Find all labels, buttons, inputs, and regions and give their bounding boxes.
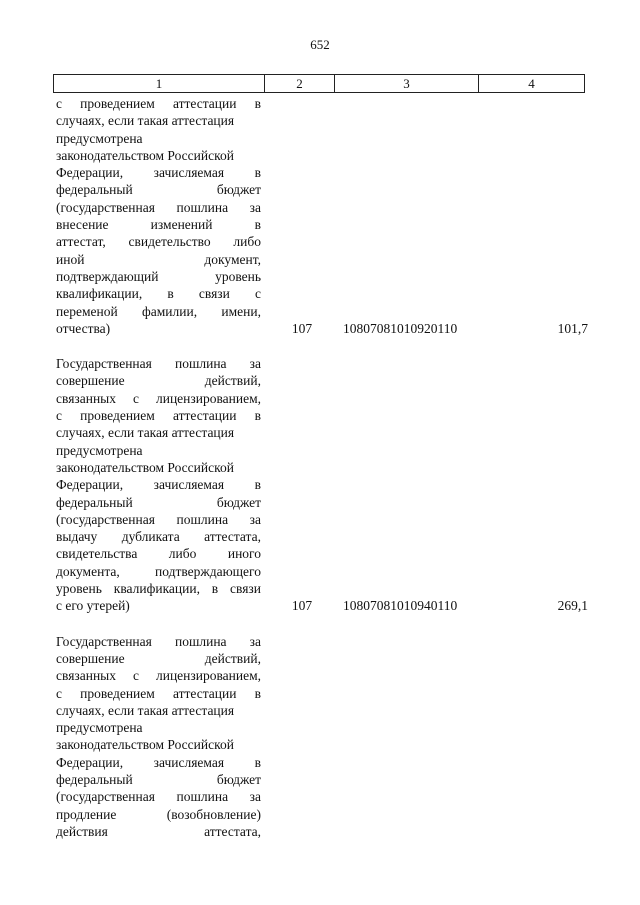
description-line: квалификации, в связи с — [56, 286, 261, 302]
description-line: Государственная пошлина за — [56, 633, 261, 649]
description-line: законодательством Российской — [56, 147, 234, 163]
table-row — [56, 95, 588, 337]
description-line: Государственная пошлина за — [56, 356, 261, 372]
description-line: отчества) — [56, 320, 111, 336]
description-line: Федерации, зачисляемая в — [56, 754, 261, 770]
description-line: связанных с лицензированием, — [56, 668, 261, 684]
description-line: предусмотрена — [56, 442, 143, 458]
description-line: документа, подтверждающего — [56, 563, 261, 579]
table-header — [53, 74, 585, 93]
row-description — [56, 633, 261, 841]
description-line: предусмотрена — [56, 720, 143, 736]
description-line: (государственная пошлина за — [56, 511, 261, 527]
description-line: совершение действий, — [56, 373, 261, 389]
description-line: продление (возобновление) — [56, 806, 261, 822]
admin-code: 107 — [291, 320, 313, 336]
description-line: совершение действий, — [56, 650, 261, 666]
description-line: действия аттестата, — [56, 823, 261, 839]
row-description — [56, 95, 261, 337]
description-line: случаях, если такая аттестация — [56, 425, 235, 441]
description-line: законодательством Российской — [56, 459, 234, 475]
description-line: Федерации, зачисляемая в — [56, 165, 261, 181]
description-line: случаях, если такая аттестация — [56, 113, 235, 129]
amount: 101,7 — [557, 320, 588, 336]
description-line: переменой фамилии, имени, — [56, 303, 261, 319]
description-line: Федерации, зачисляемая в — [56, 477, 261, 493]
description-line: предусмотрена — [56, 130, 143, 146]
description-line: случаях, если такая аттестация — [56, 702, 235, 718]
description-line: с проведением аттестации в — [56, 96, 261, 111]
amount: 269,1 — [557, 598, 588, 614]
description-line: связанных с лицензированием, — [56, 390, 261, 406]
table-row — [56, 355, 588, 614]
table-body — [56, 95, 588, 840]
description-line: уровень квалификации, в связи — [56, 581, 261, 597]
description-line: с его утерей) — [56, 598, 130, 614]
admin-code: 107 — [291, 598, 313, 614]
description-line: аттестат, свидетельство либо — [56, 234, 261, 250]
column-header-4: 4 — [528, 76, 535, 91]
page-number: 652 — [310, 37, 330, 52]
description-line: с проведением аттестации в — [56, 685, 261, 701]
description-line: с проведением аттестации в — [56, 408, 261, 424]
description-line: выдачу дубликата аттестата, — [56, 529, 261, 545]
description-line: свидетельства либо иного — [56, 546, 261, 562]
column-header-3: 3 — [335, 75, 479, 92]
description-line: федеральный бюджет — [56, 182, 261, 198]
description-line: федеральный бюджет — [56, 771, 261, 787]
row-description — [56, 355, 261, 614]
description-line: (государственная пошлина за — [56, 199, 261, 215]
description-line: (государственная пошлина за — [56, 789, 261, 805]
description-line: федеральный бюджет — [56, 494, 261, 510]
budget-classification-code: 10807081010940110 — [343, 598, 458, 614]
column-header-2: 2 — [265, 75, 335, 92]
description-line: подтверждающий уровень — [56, 268, 261, 284]
column-header-1: 1 — [54, 75, 265, 92]
table-row — [56, 633, 588, 841]
description-line: иной документ, — [56, 251, 261, 267]
description-line: внесение изменений в — [56, 217, 261, 233]
budget-classification-code: 10807081010920110 — [343, 320, 458, 336]
description-line: законодательством Российской — [56, 737, 234, 753]
